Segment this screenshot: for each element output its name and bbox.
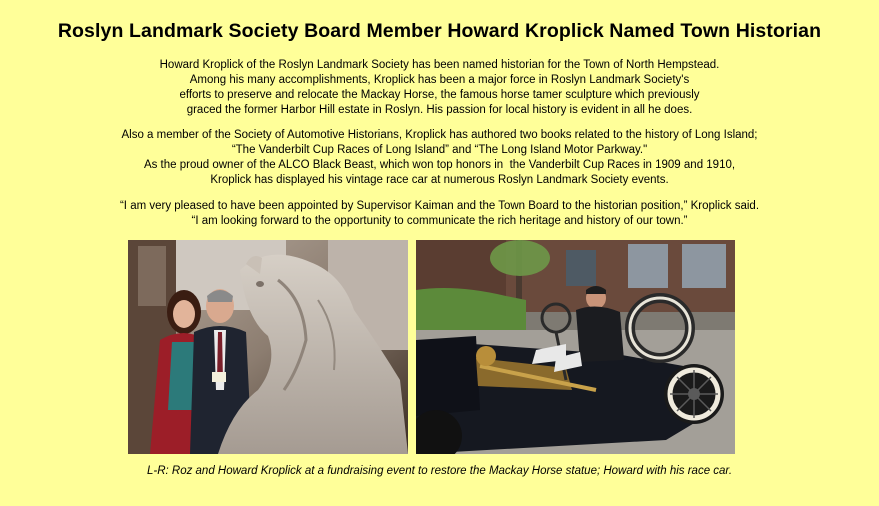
paragraph-line: Howard Kroplick of the Roslyn Landmark Society has been named historian for the Town of North Hempstead. [159, 59, 720, 71]
photo-race-car [416, 240, 735, 454]
paragraph-line: efforts to preserve and relocate the Mackay Horse, the famous horse tamer sculpture which previously [179, 89, 700, 101]
paragraph-line: Kroplick has displayed his vintage race car at numerous Roslyn Landmark Society events. [210, 174, 669, 186]
paragraph-line: “I am looking forward to the opportunity to communicate the rich heritage and history of our town.” [191, 215, 688, 227]
photo-caption: L-R: Roz and Howard Kroplick at a fundraising event to restore the Mackay Horse statue; Howard with his race car. [146, 465, 733, 477]
paragraph-line: “The Vanderbilt Cup Races of Long Island” and “The Long Island Motor Parkway." [231, 144, 648, 156]
page-title: Roslyn Landmark Society Board Member Howard Kroplick Named Town Historian [57, 20, 822, 42]
paragraph-line: graced the former Harbor Hill estate in Roslyn. His passion for local history is evident in all he does. [186, 104, 693, 116]
paragraph-line: As the proud owner of the ALCO Black Beast, which won top honors in the Vanderbilt Cup Races in 1909 and 1910, [143, 159, 736, 171]
paragraph-line: “I am very pleased to have been appointed by Supervisor Kaiman and the Town Board to the historian position,” Kroplick said. [119, 200, 760, 212]
paragraph-line: Among his many accomplishments, Kroplick has been a major force in Roslyn Landmark Society's [189, 74, 690, 86]
paragraph-quote [0, 199, 879, 229]
paragraph-line: Also a member of the Society of Automotive Historians, Kroplick has authored two books related to the history of Long Island; [121, 129, 758, 141]
paragraph-books [0, 128, 879, 188]
photo-mackay-horse [128, 240, 408, 454]
paragraph-appointment [0, 58, 879, 118]
